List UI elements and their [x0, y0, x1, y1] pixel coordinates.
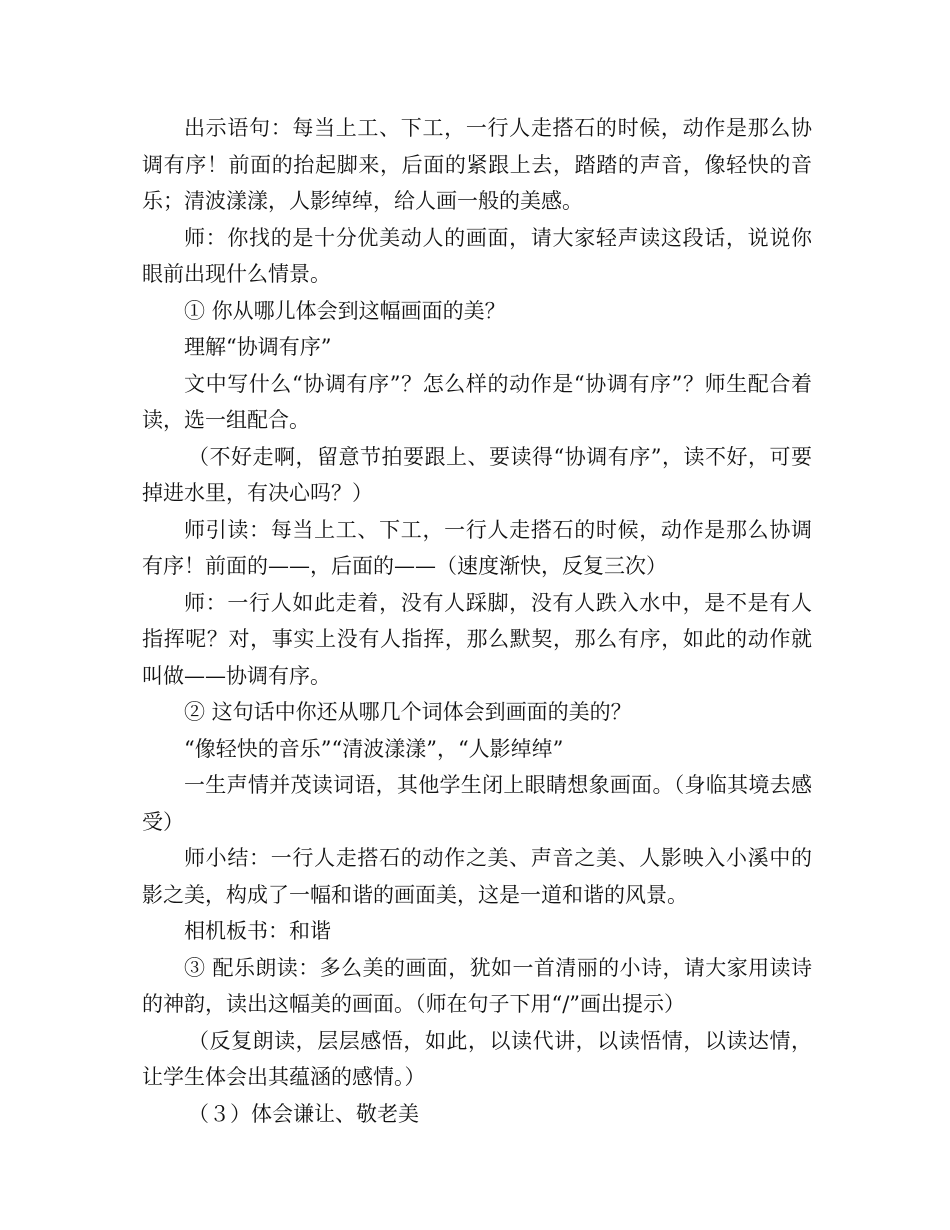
paragraph-teacher-explanation: 师：一行人如此走着，没有人踩脚，没有人跌入水中，是不是有人指挥呢？对，事实上没有人指挥，那么默契，那么有序，如此的动作就叫做——协调有序。	[142, 590, 812, 688]
document-body	[142, 110, 812, 1132]
paragraph-question-1: ① 你从哪儿体会到这幅画面的美？	[184, 298, 506, 323]
paragraph-student-reading: 一生声情并茂读词语，其他学生闭上眼睛想象画面。（身临其境去感受）	[142, 773, 812, 834]
paragraph-board-writing: 相机板书：和谐	[184, 919, 331, 943]
section-heading-3: （３）体会谦让、敬老美	[188, 1101, 419, 1126]
paragraph-teacher-summary: 师小结：一行人走搭石的动作之美、声音之美、人影映入小溪中的影之美，构成了一幅和谐的画面美，这是一道和谐的风景。	[142, 846, 812, 907]
paragraph-parenthetical-note: （不好走啊，留意节拍要跟上、要读得“协调有序”，读不好，可要掉进水里，有决心吗？）	[142, 444, 812, 505]
paragraph-question-2: ② 这句话中你还从哪几个词体会到画面的美的？	[184, 700, 632, 724]
paragraph-understand-heading: 理解“协调有序”	[184, 335, 332, 359]
paragraph-coordination-question: 文中写什么“协调有序”？怎么样的动作是“协调有序”？师生配合着读，选一组配合。	[142, 371, 812, 432]
paragraph-repeated-reading-note: （反复朗读，层层感悟，如此，以读代讲，以读悟情，以读达情，让学生体会出其蕴涵的感情。）	[142, 1028, 812, 1089]
paragraph-teacher-prompt: 师：你找的是十分优美动人的画面，请大家轻声读这段话，说说你眼前出现什么情景。	[142, 225, 812, 286]
paragraph-teacher-lead-reading: 师引读：每当上工、下工，一行人走搭石的时候，动作是那么协调有序！前面的——，后面的——（速度渐快，反复三次）	[142, 517, 812, 578]
paragraph-show-sentence: 出示语句：每当上工、下工，一行人走搭石的时候，动作是那么协调有序！前面的抬起脚来，后面的紧跟上去，踏踏的声音，像轻快的音乐；清波漾漾，人影绰绰，给人画一般的美感。	[142, 116, 812, 213]
paragraph-question-3: ③ 配乐朗读：多么美的画面，犹如一首清丽的小诗，请大家用读诗的神韵，读出这幅美的画面。（师在句子下用“/”画出提示）	[142, 955, 812, 1016]
paragraph-key-phrases: “像轻快的音乐”“清波漾漾”，“人影绰绰”	[184, 736, 564, 761]
